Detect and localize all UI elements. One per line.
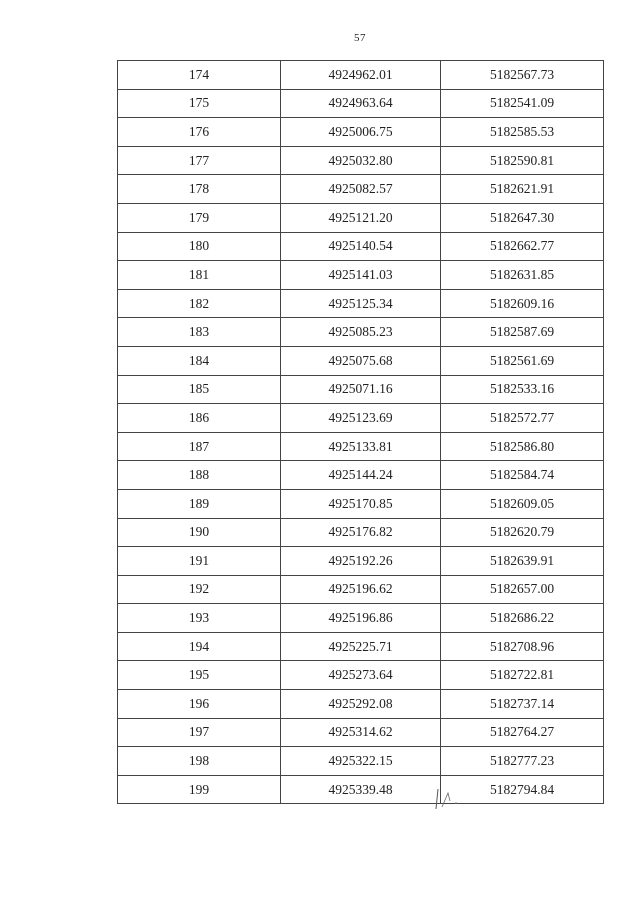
point-number-cell: 186 bbox=[118, 404, 281, 433]
x-coordinate-cell: 4925125.34 bbox=[281, 289, 441, 318]
table-row bbox=[118, 518, 604, 547]
x-coordinate-cell: 4925170.85 bbox=[281, 489, 441, 518]
y-coordinate-cell: 5182533.16 bbox=[441, 375, 604, 404]
point-number-cell: 177 bbox=[118, 146, 281, 175]
y-coordinate-cell: 5182609.16 bbox=[441, 289, 604, 318]
table-row bbox=[118, 718, 604, 747]
y-coordinate-cell: 5182794.84 bbox=[441, 775, 604, 804]
table-row bbox=[118, 203, 604, 232]
x-coordinate-cell: 4924962.01 bbox=[281, 61, 441, 90]
x-coordinate-cell: 4925141.03 bbox=[281, 261, 441, 290]
x-coordinate-cell: 4925144.24 bbox=[281, 461, 441, 490]
x-coordinate-cell: 4925292.08 bbox=[281, 690, 441, 719]
y-coordinate-cell: 5182609.05 bbox=[441, 489, 604, 518]
point-number-cell: 178 bbox=[118, 175, 281, 204]
table-row bbox=[118, 146, 604, 175]
point-number-cell: 189 bbox=[118, 489, 281, 518]
y-coordinate-cell: 5182585.53 bbox=[441, 118, 604, 147]
y-coordinate-cell: 5182631.85 bbox=[441, 261, 604, 290]
coordinates-table-body bbox=[118, 61, 604, 804]
point-number-cell: 184 bbox=[118, 346, 281, 375]
x-coordinate-cell: 4925133.81 bbox=[281, 432, 441, 461]
x-coordinate-cell: 4925140.54 bbox=[281, 232, 441, 261]
table-row bbox=[118, 289, 604, 318]
y-coordinate-cell: 5182584.74 bbox=[441, 461, 604, 490]
table-row bbox=[118, 604, 604, 633]
table-row bbox=[118, 432, 604, 461]
x-coordinate-cell: 4924963.64 bbox=[281, 89, 441, 118]
table-row bbox=[118, 690, 604, 719]
y-coordinate-cell: 5182722.81 bbox=[441, 661, 604, 690]
point-number-cell: 192 bbox=[118, 575, 281, 604]
table-row bbox=[118, 489, 604, 518]
x-coordinate-cell: 4925196.62 bbox=[281, 575, 441, 604]
y-coordinate-cell: 5182708.96 bbox=[441, 632, 604, 661]
x-coordinate-cell: 4925085.23 bbox=[281, 318, 441, 347]
y-coordinate-cell: 5182662.77 bbox=[441, 232, 604, 261]
point-number-cell: 180 bbox=[118, 232, 281, 261]
table-row bbox=[118, 661, 604, 690]
y-coordinate-cell: 5182587.69 bbox=[441, 318, 604, 347]
point-number-cell: 181 bbox=[118, 261, 281, 290]
x-coordinate-cell: 4925314.62 bbox=[281, 718, 441, 747]
table-row bbox=[118, 632, 604, 661]
x-coordinate-cell: 4925071.16 bbox=[281, 375, 441, 404]
x-coordinate-cell: 4925006.75 bbox=[281, 118, 441, 147]
y-coordinate-cell: 5182567.73 bbox=[441, 61, 604, 90]
x-coordinate-cell: 4925032.80 bbox=[281, 146, 441, 175]
x-coordinate-cell: 4925192.26 bbox=[281, 547, 441, 576]
point-number-cell: 187 bbox=[118, 432, 281, 461]
x-coordinate-cell: 4925273.64 bbox=[281, 661, 441, 690]
point-number-cell: 196 bbox=[118, 690, 281, 719]
y-coordinate-cell: 5182621.91 bbox=[441, 175, 604, 204]
page-number: 57 bbox=[354, 32, 366, 44]
y-coordinate-cell: 5182657.00 bbox=[441, 575, 604, 604]
point-number-cell: 188 bbox=[118, 461, 281, 490]
table-row bbox=[118, 375, 604, 404]
table-row bbox=[118, 404, 604, 433]
table-row bbox=[118, 318, 604, 347]
y-coordinate-cell: 5182686.22 bbox=[441, 604, 604, 633]
x-coordinate-cell: 4925225.71 bbox=[281, 632, 441, 661]
point-number-cell: 198 bbox=[118, 747, 281, 776]
y-coordinate-cell: 5182620.79 bbox=[441, 518, 604, 547]
table-row bbox=[118, 232, 604, 261]
y-coordinate-cell: 5182541.09 bbox=[441, 89, 604, 118]
point-number-cell: 193 bbox=[118, 604, 281, 633]
y-coordinate-cell: 5182590.81 bbox=[441, 146, 604, 175]
point-number-cell: 195 bbox=[118, 661, 281, 690]
y-coordinate-cell: 5182647.30 bbox=[441, 203, 604, 232]
y-coordinate-cell: 5182572.77 bbox=[441, 404, 604, 433]
y-coordinate-cell: 5182561.69 bbox=[441, 346, 604, 375]
x-coordinate-cell: 4925123.69 bbox=[281, 404, 441, 433]
table-row bbox=[118, 775, 604, 804]
table-row bbox=[118, 61, 604, 90]
x-coordinate-cell: 4925082.57 bbox=[281, 175, 441, 204]
x-coordinate-cell: 4925196.86 bbox=[281, 604, 441, 633]
table-row bbox=[118, 461, 604, 490]
table-row bbox=[118, 346, 604, 375]
x-coordinate-cell: 4925075.68 bbox=[281, 346, 441, 375]
coordinates-table bbox=[117, 60, 604, 804]
point-number-cell: 179 bbox=[118, 203, 281, 232]
table-row bbox=[118, 89, 604, 118]
y-coordinate-cell: 5182777.23 bbox=[441, 747, 604, 776]
x-coordinate-cell: 4925121.20 bbox=[281, 203, 441, 232]
y-coordinate-cell: 5182764.27 bbox=[441, 718, 604, 747]
point-number-cell: 174 bbox=[118, 61, 281, 90]
point-number-cell: 199 bbox=[118, 775, 281, 804]
point-number-cell: 176 bbox=[118, 118, 281, 147]
point-number-cell: 197 bbox=[118, 718, 281, 747]
table-row bbox=[118, 575, 604, 604]
y-coordinate-cell: 5182737.14 bbox=[441, 690, 604, 719]
point-number-cell: 185 bbox=[118, 375, 281, 404]
point-number-cell: 190 bbox=[118, 518, 281, 547]
point-number-cell: 183 bbox=[118, 318, 281, 347]
point-number-cell: 191 bbox=[118, 547, 281, 576]
y-coordinate-cell: 5182586.80 bbox=[441, 432, 604, 461]
point-number-cell: 175 bbox=[118, 89, 281, 118]
point-number-cell: 194 bbox=[118, 632, 281, 661]
table-row bbox=[118, 118, 604, 147]
table-row bbox=[118, 261, 604, 290]
table-row bbox=[118, 175, 604, 204]
table-row bbox=[118, 547, 604, 576]
y-coordinate-cell: 5182639.91 bbox=[441, 547, 604, 576]
pen-mark bbox=[430, 785, 464, 811]
table-row bbox=[118, 747, 604, 776]
point-number-cell: 182 bbox=[118, 289, 281, 318]
x-coordinate-cell: 4925176.82 bbox=[281, 518, 441, 547]
x-coordinate-cell: 4925339.48 bbox=[281, 775, 441, 804]
x-coordinate-cell: 4925322.15 bbox=[281, 747, 441, 776]
